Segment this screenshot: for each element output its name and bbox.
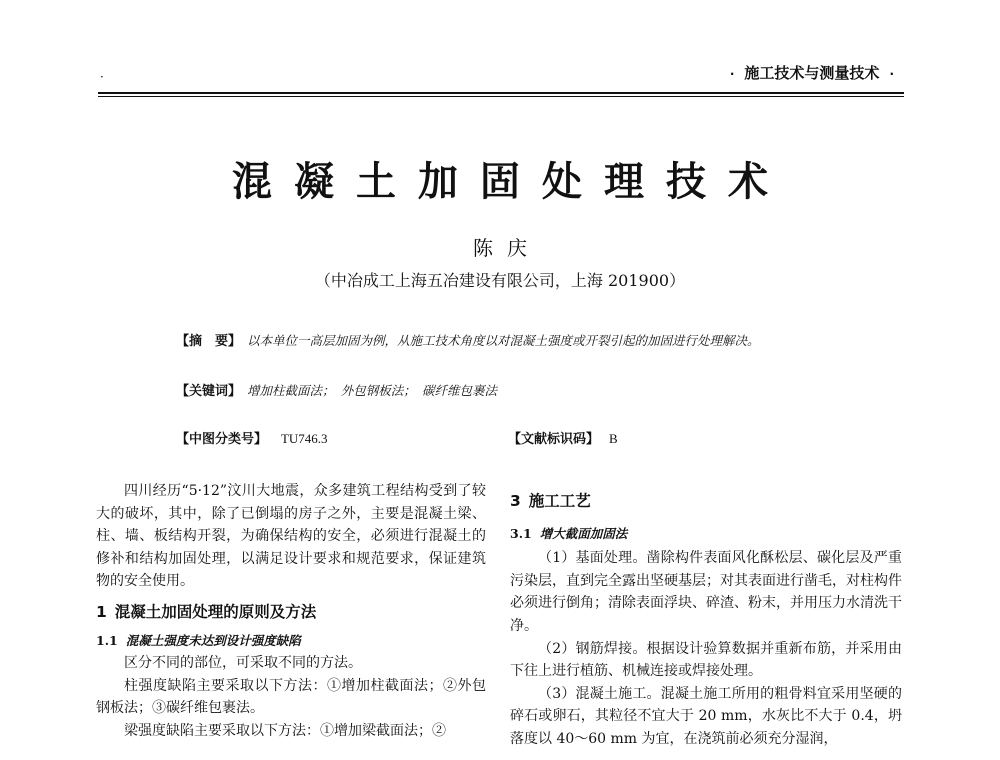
header-bullet-right: · bbox=[889, 67, 894, 81]
clc-value: TU746.3 bbox=[280, 431, 328, 446]
article-author: 陈庆 bbox=[473, 236, 541, 260]
header-rule-thin bbox=[98, 96, 904, 97]
keywords-label: 【关键词】 bbox=[176, 384, 242, 399]
clc-label: 【中图分类号】 bbox=[176, 432, 268, 447]
intro-paragraph: 四川经历“5·12”汶川大地震，众多建筑工程结构受到了较大的破坏，其中，除了已倒塌的房子之外，主要是混凝土梁、柱、墙、板结构开裂，为确保结构的安全，必须进行混凝土的修补和结构加固处理，以满足设计要求和规范要求，保证建筑物的安全使用。 bbox=[96, 483, 486, 590]
abstract bbox=[148, 330, 868, 353]
keywords-text: 增加柱截面法； 外包钢板法； 碳纤维包裹法 bbox=[247, 383, 498, 398]
section-1-number: 1 bbox=[96, 602, 107, 621]
running-header bbox=[720, 62, 904, 83]
journal-section-title: 施工技术与测量技术 bbox=[744, 64, 880, 82]
subsection-3-1-number: 3.1 bbox=[510, 525, 532, 541]
section-3-title: 施工工艺 bbox=[528, 492, 591, 510]
paragraph: （1）基面处理。凿除构件表面风化酥松层、碳化层及严重污染层，直到完全露出坚硬基层；对其表面进行凿毛，对柱构件必须进行倒角；清除表面浮块、碎渣、粉末，并用压力水清洗干净。 bbox=[510, 550, 902, 634]
abstract-label: 【摘 要】 bbox=[176, 334, 242, 349]
author-affiliation: （中冶成工上海五冶建设有限公司，上海 201900） bbox=[314, 271, 686, 290]
header-rule bbox=[98, 92, 904, 94]
clc-classification bbox=[176, 428, 328, 447]
abstract-text: 以本单位一高层加固为例，从施工技术角度以对混凝土强度或开裂引起的加固进行处理解决。 bbox=[247, 333, 760, 348]
paragraph: 区分不同的部位，可采取不同的方法。 bbox=[124, 655, 362, 672]
section-3-heading bbox=[510, 490, 902, 513]
document-code bbox=[508, 428, 618, 447]
paragraph: （3）混凝土施工。混凝土施工所用的粗骨料宜采用坚硬的碎石或卵石，其粒径不宜大于 20 mm，水灰比不大于 0.4，坍落度以 40～60 mm 为宜，在浇筑前必须充分湿润， bbox=[510, 685, 902, 747]
paragraph: （2）钢筋焊接。根据设计验算数据并重新布筋，并采用由下往上进行植筋、机械连接或焊接处理。 bbox=[510, 640, 902, 680]
header-bullet-left: · bbox=[729, 67, 735, 81]
section-1-title: 混凝土加固处理的原则及方法 bbox=[114, 602, 317, 621]
paragraph: 柱强度缺陷主要采取以下方法：①增加柱截面法；②外包钢板法；③碳纤维包裹法。 bbox=[96, 677, 486, 717]
header-left-mark: · bbox=[100, 70, 104, 84]
paragraph: 梁强度缺陷主要采取以下方法：①增加梁截面法；② bbox=[124, 722, 446, 739]
doc-code-label: 【文献标识码】 bbox=[508, 432, 600, 447]
keywords bbox=[176, 380, 497, 399]
subsection-3-1-heading bbox=[510, 523, 902, 546]
section-3-number: 3 bbox=[510, 492, 521, 510]
left-column bbox=[96, 480, 486, 743]
right-column bbox=[510, 480, 902, 751]
doc-code-value: B bbox=[609, 431, 618, 446]
subsection-1-1-number: 1.1 bbox=[96, 632, 118, 648]
subsection-1-1-heading bbox=[96, 630, 486, 653]
subsection-3-1-title: 增大截面加固法 bbox=[539, 525, 628, 541]
article-title: 混凝土加固处理技术 bbox=[232, 158, 790, 205]
section-1-heading bbox=[96, 601, 486, 624]
subsection-1-1-title: 混凝土强度未达到设计强度缺陷 bbox=[125, 632, 301, 648]
